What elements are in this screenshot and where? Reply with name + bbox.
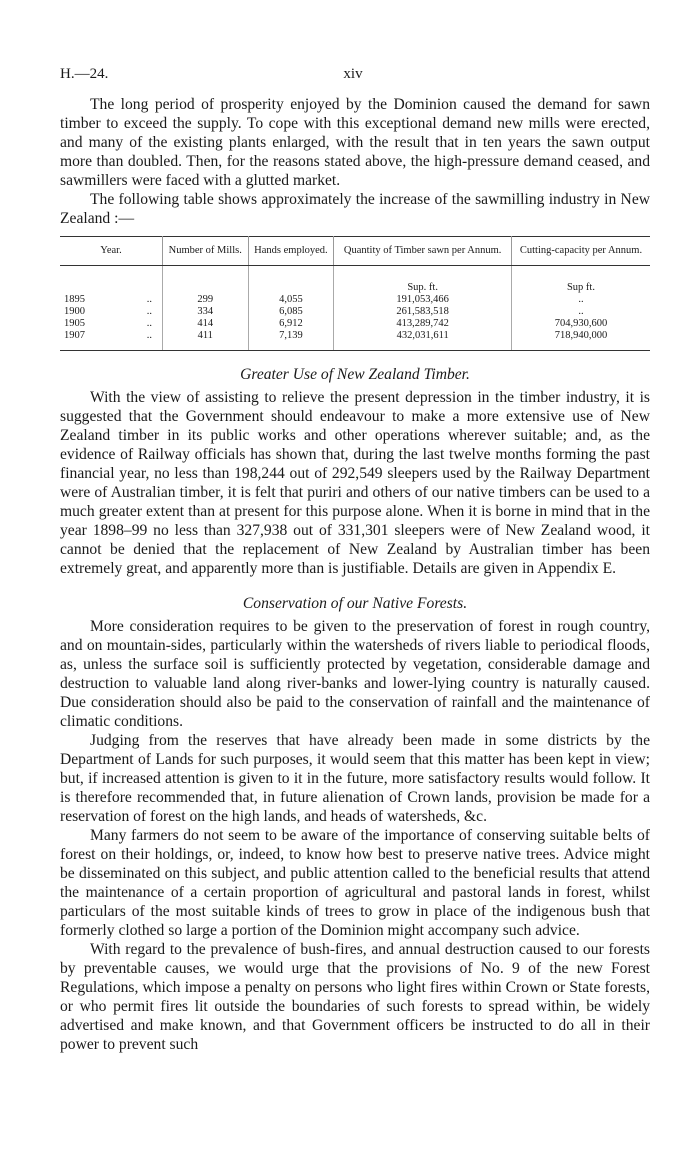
leader-dots: .. [146, 330, 152, 341]
leader-dots: .. [146, 306, 152, 317]
hands-cell: 6,085 [248, 306, 334, 318]
table-row [60, 318, 650, 330]
quantity-cell: 191,053,466 [334, 294, 512, 306]
paragraph: With the view of assisting to relieve the present depression in the timber industry, it is suggested that the Government should endeavour to make a more extensive use of New Zealand timber in its public works and other operations wherever suitable; and, as the evidence of Railway officials has shown that, during the last twelve months forming the past financial year, no less than 198,244 out of 292,549 sleepers used by the Railway Department were of Australian timber, it is felt that puriri and others of our native timbers can be used to a much greater extent than at present for this purpose alone. When it is borne in mind that in the year 1898–99 no less than 327,938 out of 331,301 sleepers were of New Zealand wood, it cannot be denied that the replacement of New Zealand by Australian timber has been extremely great, and apparently more than is justifiable. Details are given in Appendix E. [60, 389, 650, 577]
column-header: Year. [60, 237, 163, 266]
column-header: Quantity of Timber sawn per Annum. [334, 237, 512, 266]
unit-row [60, 266, 650, 295]
capacity-cell: 704,930,600 [554, 318, 608, 329]
year-cell: 1895 [64, 294, 85, 305]
capacity-cell: .. [578, 306, 584, 317]
capacity-cell: .. [578, 294, 584, 305]
year-cell: 1907 [64, 330, 85, 341]
hands-cell: 6,912 [248, 318, 334, 330]
year-cell: 1905 [64, 318, 85, 329]
capacity-cell: 718,940,000 [511, 330, 650, 351]
table-row [60, 330, 650, 351]
mills-cell: 414 [163, 318, 249, 330]
section-heading: Greater Use of New Zealand Timber. [240, 366, 470, 383]
mills-cell: 299 [163, 294, 249, 306]
section-heading: Conservation of our Native Forests. [242, 595, 468, 612]
body-text [60, 95, 650, 1054]
paragraph: More consideration requires to be given to the preservation of forest in rough country, and on mountain-sides, particularly within the watersheds of rivers liable to periodical floods, as, unless the surface soil is sufficiently protected by vegetation, considerable damage and destruction to valuable land along river-banks and lower-lying country is naturally caused. Due consideration should also be paid to the conservation of rainfall and the maintenance of climatic conditions. [60, 618, 650, 730]
mills-cell: 411 [163, 330, 249, 351]
unit-label: Sup. ft. [334, 266, 512, 295]
page-number: xiv [343, 66, 363, 82]
table-row [60, 306, 650, 318]
paragraph: Judging from the reserves that have already been made in some districts by the Department of Lands for such purposes, it would seem that this matter has been kept in view; but, if increased attention is given to it in the future, more satisfactory results would follow. It is therefore recommended that, in future alienation of Crown lands, provision be made for a reservation of forest on the high lands, and heads of watersheds, &c. [60, 732, 650, 825]
paragraph: Many farmers do not seem to be aware of the importance of conserving suitable belts of forest on their holdings, or, indeed, to know how best to preserve native trees. Advice might be disseminated on this subject, and public attention called to the beneficial results that attend the maintenance of a certain proportion of agricultural and pastoral lands in forest, whilst particulars of the most suitable kinds of trees to grow in place of the indigenous bush that formerly clothed so large a portion of the Dominion might accompany such advice. [60, 827, 650, 939]
table-header-row [60, 237, 650, 266]
column-header: Number of Mills. [163, 237, 249, 266]
paragraph: With regard to the prevalence of bush-fires, and annual destruction caused to our forests by preventable causes, we would urge that the provisions of No. 9 of the new Forest Regulations, which impose a penalty on persons who light fires within Crown or State forests, or who permit fires lit outside the boundaries of such forests to spread within, be widely advertised and make known, and that Government officers be instructed to do all in their power to prevent such [60, 941, 650, 1053]
paragraph: The following table shows approximately the increase of the sawmilling industry in New Zealand :— [60, 191, 650, 227]
quantity-cell: 413,289,742 [334, 318, 512, 330]
table-row [60, 294, 650, 306]
column-header: Cutting-capacity per Annum. [511, 237, 650, 266]
quantity-cell: 261,583,518 [334, 306, 512, 318]
report-reference: H.—24. [60, 66, 109, 82]
mills-cell: 334 [163, 306, 249, 318]
sawmilling-table [60, 236, 650, 351]
hands-cell: 7,139 [248, 330, 334, 351]
page-header [60, 66, 646, 86]
leader-dots: .. [146, 294, 152, 305]
hands-cell: 4,055 [248, 294, 334, 306]
unit-label: Sup ft. [566, 282, 595, 293]
leader-dots: .. [146, 318, 152, 329]
quantity-cell: 432,031,611 [334, 330, 512, 351]
column-header: Hands employed. [248, 237, 334, 266]
paragraph: The long period of prosperity enjoyed by the Dominion caused the demand for sawn timber to exceed the supply. To cope with this exceptional demand new mills were erected, and many of the existing plants enlarged, with the result that in ten years the sawn output more than doubled. Then, for the reasons stated above, the high-pressure demand ceased, and sawmillers were faced with a glutted market. [60, 96, 650, 189]
year-cell: 1900 [64, 306, 85, 317]
